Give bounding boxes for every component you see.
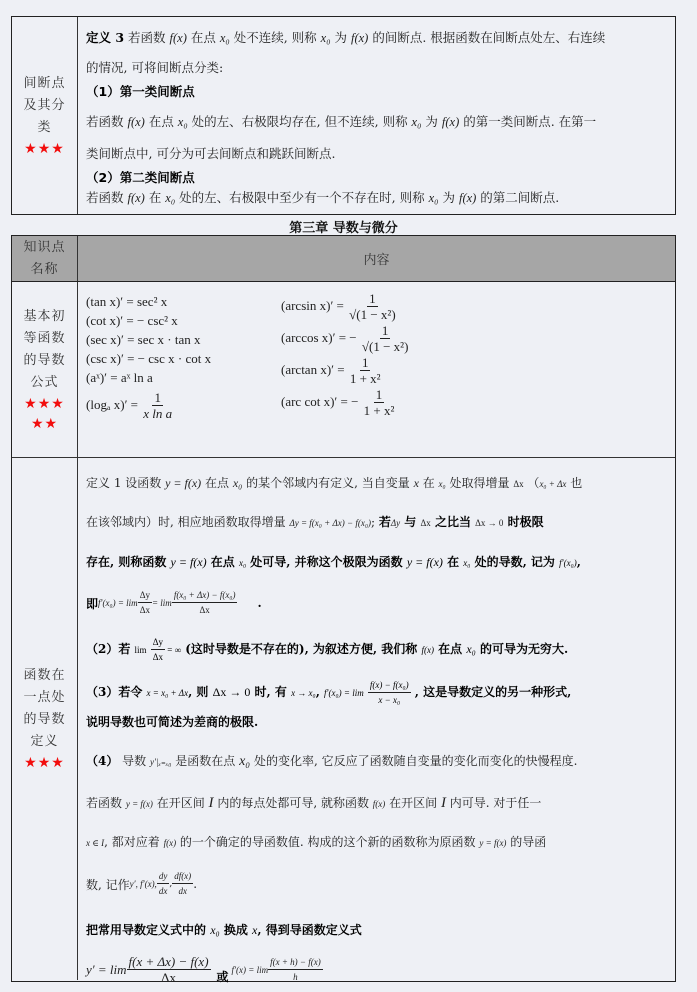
text: (这时导数是不存在的), 为叙述方便, 我们称 — [181, 642, 422, 656]
math: f′(x₀) = lim — [324, 688, 364, 698]
text: 导数 — [118, 754, 150, 768]
topic-label-line: 类 — [37, 119, 52, 135]
chapter-title: 第三章 导数与微分 — [289, 221, 398, 236]
formula-list — [86, 282, 667, 421]
text: 在点 — [186, 30, 220, 45]
subheading: （2）第二类间断点 — [86, 170, 195, 185]
content-cell — [78, 458, 675, 985]
math: x ∈ I — [86, 838, 105, 848]
math: f(x) — [458, 191, 477, 205]
formula-lhs: (arc cot x)′ = − — [281, 393, 359, 409]
text: 的第一类间断点. 在第一 — [459, 114, 597, 129]
fraction — [348, 356, 383, 386]
math: x = x₀ + Δx — [146, 688, 189, 698]
table-row — [12, 457, 675, 985]
denominator: dx — [158, 886, 168, 896]
math: = ∞ — [165, 645, 182, 655]
math: lim — [134, 645, 147, 655]
math: x₀ — [232, 476, 243, 490]
text: 的某个邻域内有定义, 当自变量 — [242, 476, 414, 490]
text: 与 — [400, 515, 421, 529]
numerator: 1 — [381, 323, 389, 338]
numerator: Δy — [138, 588, 152, 603]
math: x₀ — [238, 558, 247, 568]
text-line — [86, 503, 667, 542]
text-line: 说明导数也可简述为差商的极限. — [86, 715, 259, 729]
formula-lhs: (arctan x)′ = — [281, 361, 345, 377]
table-row — [12, 282, 675, 457]
topic-label-line: 的导数 — [23, 352, 66, 368]
text: 在开区间 — [152, 796, 209, 810]
text: 处的左、右极限中至少有一个不存在时, 则称 — [175, 190, 429, 205]
text-line — [86, 672, 667, 713]
topic-label-line: 一点处 — [23, 690, 66, 705]
formula: (tan x)′ = sec² x — [86, 294, 168, 309]
text: 之比当 — [430, 515, 476, 529]
text: 在点 — [144, 114, 178, 129]
text: 为 — [330, 30, 351, 45]
text: （3）若令 — [86, 685, 147, 699]
math: x₀ — [219, 31, 230, 45]
text: 若 — [378, 515, 391, 529]
text: 时, 有 — [250, 685, 292, 699]
topic-label-line: 公式 — [30, 374, 59, 390]
text: 在 — [418, 476, 439, 490]
text: , 这是导数定义的另一种形式, — [414, 685, 572, 699]
topic-label-line: 的导数 — [23, 712, 66, 727]
topic-label-line: 基本初 — [23, 308, 66, 324]
topic-label-line: 函数在 — [23, 668, 66, 683]
text-line — [86, 23, 667, 53]
denominator: dx — [178, 886, 187, 896]
formula-lhs: (arcsin x)′ = — [281, 297, 344, 313]
math: f′(x₀) = lim — [98, 598, 138, 608]
denominator: 1 + x² — [349, 371, 381, 386]
text: 或 — [216, 969, 229, 984]
importance-stars: ★★★ — [24, 395, 65, 412]
text: 处可导, 并称这个极限为函数 — [246, 555, 407, 569]
content-cell — [78, 17, 675, 214]
discontinuity-table — [11, 16, 676, 215]
formula: (aˣ)′ = aˣ ln a — [86, 370, 153, 385]
formula-lhs: (logₐ x)′ = — [86, 397, 138, 412]
text-line — [86, 739, 667, 784]
math: x — [252, 923, 258, 937]
text: 内的每点处都可导, 就称函数 — [213, 796, 373, 810]
text-line: 的情况, 可将间断点分类: — [86, 60, 224, 75]
math: Δy — [390, 518, 401, 528]
math: y = f(x) — [479, 838, 507, 848]
math: Δx → 0 — [475, 518, 504, 528]
text: 为 — [421, 114, 442, 129]
formula: (csc x)′ = − csc x · cot x — [86, 351, 212, 366]
text: 的导函 — [506, 835, 547, 849]
math: f(x) — [127, 191, 145, 205]
math: f(x) — [169, 31, 187, 45]
text: , 得到导函数定义式 — [257, 923, 362, 937]
math: x₀ — [428, 191, 439, 205]
numerator: Δy — [151, 635, 165, 650]
math: x₀ — [463, 558, 471, 568]
text: 定义 1 设函数 — [86, 476, 166, 490]
importance-stars: ★★ — [30, 415, 59, 432]
math: x₀ — [210, 923, 220, 937]
math: y′ = lim — [86, 962, 127, 977]
text-line — [86, 464, 667, 503]
numerator: f(x + Δx) − f(x) — [128, 954, 209, 969]
text: 处的左、右极限均存在, 但不连续, 则称 — [187, 114, 412, 129]
math: I — [208, 795, 214, 811]
denominator: x ln a — [143, 406, 173, 422]
math: f(x) — [421, 645, 434, 655]
text: 若函数 — [86, 796, 126, 810]
math: f(x) — [372, 799, 386, 809]
formula — [281, 324, 410, 354]
text: , 都对应着 — [104, 835, 164, 849]
fraction — [360, 324, 411, 354]
text: （ — [523, 476, 540, 490]
math: x₀ — [411, 115, 422, 129]
denominator: x − x₀ — [378, 694, 401, 705]
math: y = f(x) — [170, 555, 207, 569]
derivative-table — [11, 235, 676, 985]
math: y = f(x) — [406, 555, 443, 569]
formula-lhs: (arccos x)′ = − — [281, 329, 357, 345]
text-line — [86, 910, 667, 950]
numerator: f(x + h) − f(x) — [268, 955, 323, 970]
math: f(x) — [441, 115, 460, 129]
text: 在点 — [201, 476, 233, 490]
numerator: 1 — [375, 387, 383, 402]
math: Δx → 0 — [212, 685, 251, 699]
numerator: dy — [157, 869, 170, 884]
numerator: f(x₀ + Δx) − f(x₀) — [172, 588, 238, 603]
fraction — [172, 869, 193, 899]
numerator: 1 — [369, 291, 376, 306]
math: Δy = f(x₀ + Δx) − f(x₀) — [289, 518, 371, 528]
denominator: 1 + x² — [363, 403, 395, 418]
content-cell — [78, 282, 675, 457]
denominator: Δx — [139, 605, 150, 615]
text: 在点 — [433, 642, 467, 656]
fraction — [268, 955, 323, 985]
math: x₀ — [165, 191, 176, 205]
math: x₀ — [438, 479, 446, 489]
denominator: Δx — [161, 970, 176, 985]
topic-label-line: 及其分 — [23, 97, 66, 113]
topic-label-line: 间断点 — [23, 75, 66, 91]
text: , — [169, 879, 173, 889]
text: 的间断点. 根据函数在间断点处左、右连续 — [368, 30, 606, 45]
math: f′(x₀) — [559, 558, 577, 568]
text: 在点 — [206, 555, 239, 569]
math: x₀ — [466, 642, 476, 656]
text-line — [86, 542, 667, 583]
fraction — [127, 955, 211, 985]
importance-stars: ★★★ — [24, 140, 65, 157]
math: Δx — [420, 518, 431, 528]
fraction — [172, 588, 238, 618]
topic-label-cell — [12, 282, 78, 457]
fraction — [362, 388, 397, 418]
text-line — [86, 105, 667, 139]
math: x₀ — [239, 754, 251, 769]
formula: (sec x)′ = sec x · tan x — [86, 332, 201, 347]
text: 的第二间断点. — [476, 190, 560, 205]
formula-column-left — [86, 292, 281, 421]
text: . — [193, 877, 198, 891]
subheading: （1）第一类间断点 — [86, 84, 195, 99]
math: y′, f′(x), — [129, 879, 157, 889]
formula-column-right — [281, 292, 410, 421]
text: 把常用导数定义式中的 — [86, 923, 211, 937]
text: 若函数 — [86, 190, 128, 205]
math: f′(x) = lim — [231, 965, 269, 975]
text: 处取得增量 — [445, 476, 514, 490]
text-line — [86, 862, 667, 906]
denominator: h — [293, 972, 298, 982]
text: . — [257, 596, 262, 610]
math: Δx — [513, 479, 524, 489]
topic-label-line: 定义 — [30, 734, 59, 749]
text: 内可导. 对于任一 — [445, 796, 542, 810]
formula-line — [86, 950, 667, 990]
text: 若函数 — [124, 30, 170, 45]
text: 也 — [566, 476, 583, 490]
numerator: df(x) — [172, 869, 193, 884]
header-topic-cell — [12, 236, 78, 281]
topic-label-cell — [12, 17, 78, 214]
text: , — [315, 685, 325, 699]
math: = lim — [151, 598, 172, 608]
denominator: Δx — [152, 651, 164, 662]
text: , — [576, 555, 581, 569]
formula-line — [86, 583, 667, 623]
text: 处的导数, 记为 — [470, 555, 560, 569]
text: 数, 记作 — [86, 877, 130, 892]
formula — [281, 388, 410, 418]
topic-label-cell — [12, 458, 78, 980]
text: 处的变化率, 它反应了函数随自变量的变化而变化的快慢程度. — [250, 754, 578, 768]
text: 的可导为无穷大. — [475, 642, 569, 656]
formula — [281, 356, 410, 386]
formula — [281, 292, 410, 322]
text-line — [86, 627, 667, 672]
text: 是函数在点 — [171, 754, 240, 768]
formula — [86, 389, 281, 421]
math: y = f(x) — [125, 799, 153, 809]
denominator: √(1 − x²) — [361, 339, 409, 354]
numerator: 1 — [361, 355, 369, 370]
text: 存在, 则称函数 — [86, 555, 171, 569]
text-line: 类间断点中, 可分为可去间断点和跳跃间断点. — [86, 146, 336, 161]
text: 时极限 — [503, 515, 544, 529]
text: 在该邻域内）时, 相应地函数取得增量 — [86, 515, 290, 529]
fraction — [347, 292, 398, 322]
header-content-cell: 内容 — [363, 253, 390, 268]
text: 为 — [438, 190, 459, 205]
math: x → x₀ — [291, 688, 316, 698]
math: x₀ + Δx — [539, 479, 567, 489]
denominator: √(1 − x²) — [349, 307, 396, 322]
math: f(x) — [351, 31, 369, 45]
text: 在开区间 — [385, 796, 441, 810]
definition-label: 定义 3 — [86, 30, 125, 45]
text: ; — [370, 515, 379, 529]
fraction — [151, 635, 165, 665]
math: I — [440, 795, 446, 811]
text: 若函数 — [86, 114, 128, 129]
text: （2）若 — [86, 642, 135, 656]
text: 换成 — [219, 923, 253, 937]
text: （4） — [86, 754, 119, 768]
math: x — [413, 476, 419, 490]
denominator: Δx — [199, 605, 210, 615]
numerator: f(x) − f(x₀) — [368, 678, 411, 693]
fraction — [157, 869, 173, 899]
math: y′|ₓ₌ₓ₀ — [150, 757, 172, 767]
text-line — [86, 784, 667, 823]
text: 的一个确定的导函数值. 构成的这个新的函数称为原函数 — [176, 835, 480, 849]
math: y = f(x) — [165, 476, 202, 490]
header-label-line: 名称 — [30, 261, 59, 277]
fraction — [368, 678, 411, 708]
topic-label-line: 等函数 — [23, 330, 66, 346]
math: x₀ — [320, 31, 331, 45]
text: 在 — [442, 555, 464, 569]
table-row — [12, 17, 675, 214]
math: x₀ — [177, 115, 188, 129]
header-label-line: 知识点 — [23, 239, 66, 255]
numerator: 1 — [154, 390, 161, 406]
math: f(x) — [127, 115, 145, 129]
importance-stars: ★★★ — [24, 755, 65, 771]
text-line — [86, 823, 667, 862]
fraction — [141, 391, 174, 421]
table-header-row — [12, 236, 675, 282]
text: 处不连续, 则称 — [229, 30, 321, 45]
text: 在 — [144, 190, 166, 205]
text-line — [86, 187, 667, 209]
fraction — [138, 588, 152, 618]
math: f(x) — [163, 838, 177, 848]
text: , 则 — [188, 685, 213, 699]
formula: (cot x)′ = − csc² x — [86, 313, 178, 328]
text: 即 — [86, 596, 99, 611]
